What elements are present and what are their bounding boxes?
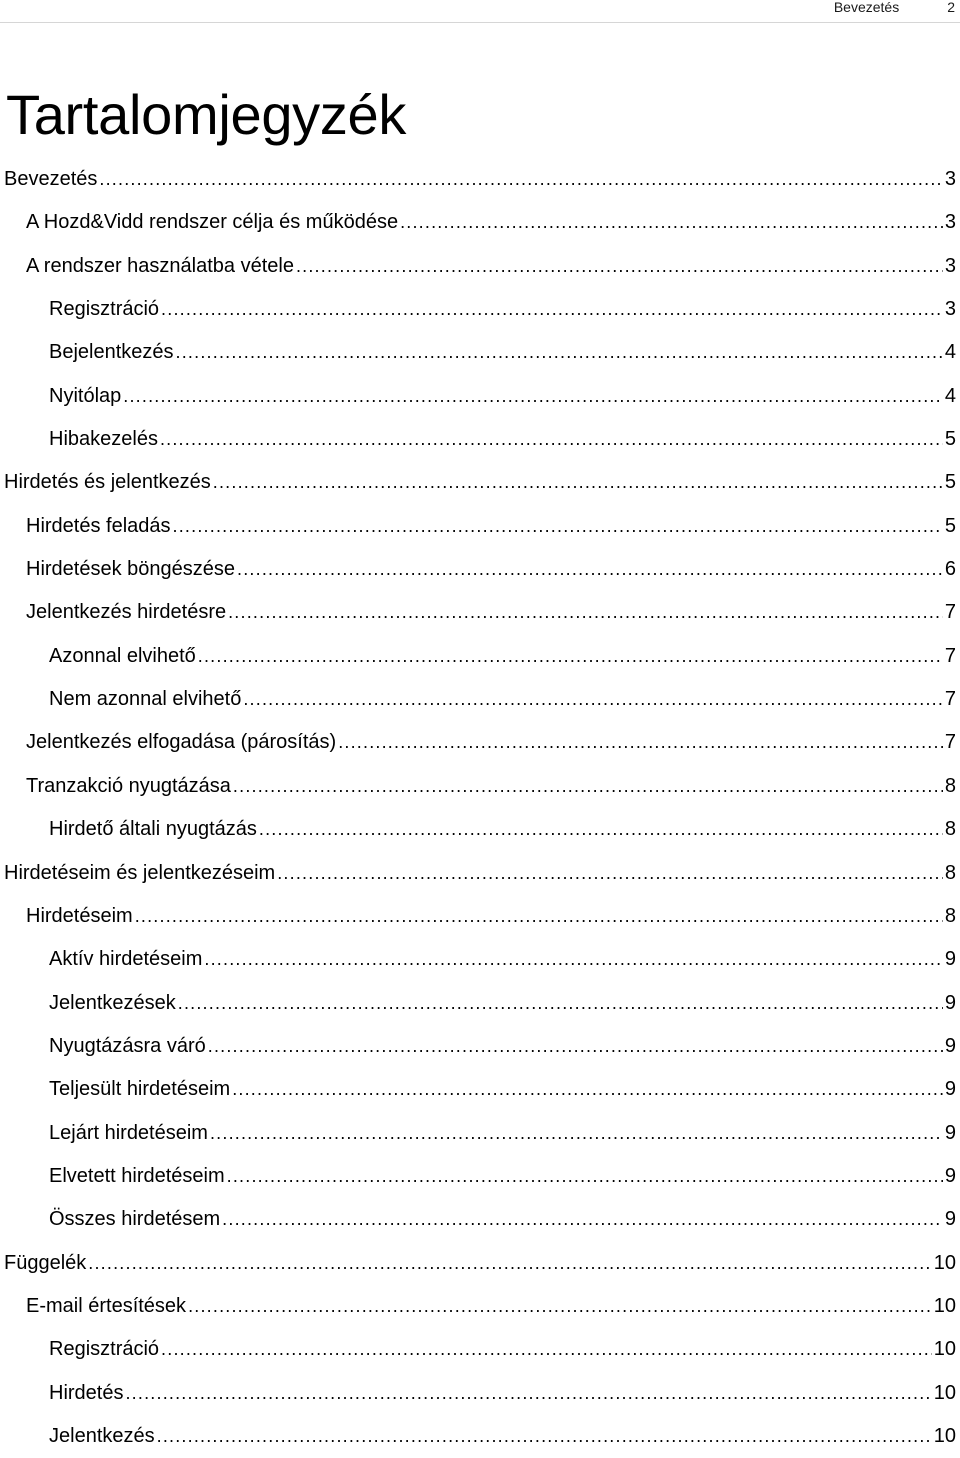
toc-entry-title[interactable]: Jelentkezés hirdetésre bbox=[26, 601, 227, 624]
toc-entry-title[interactable]: Tranzakció nyugtázása bbox=[26, 774, 231, 797]
toc-entry[interactable] bbox=[0, 895, 956, 938]
toc-dot-leader bbox=[161, 1328, 932, 1371]
toc-dot-leader bbox=[204, 938, 942, 981]
toc-dot-leader bbox=[338, 721, 943, 764]
toc-entry[interactable] bbox=[0, 721, 956, 764]
toc-dot-leader bbox=[88, 1242, 931, 1285]
toc-entry-page-number[interactable]: 9 bbox=[944, 1034, 956, 1057]
toc-entry[interactable] bbox=[0, 808, 956, 851]
toc-entry[interactable] bbox=[0, 418, 956, 461]
toc-dot-leader bbox=[123, 375, 943, 418]
toc-entry-title[interactable]: Bejelentkezés bbox=[49, 341, 174, 364]
toc-dot-leader bbox=[125, 1372, 931, 1415]
toc-entry[interactable] bbox=[0, 1242, 956, 1285]
toc-entry-page-number[interactable]: 3 bbox=[944, 254, 956, 277]
toc-entry-title[interactable]: Összes hirdetésem bbox=[49, 1208, 221, 1231]
toc-title: Tartalomjegyzék bbox=[6, 83, 407, 146]
toc-dot-leader bbox=[210, 1112, 943, 1155]
toc-entry-title[interactable]: Függelék bbox=[4, 1251, 87, 1274]
toc-entry[interactable] bbox=[0, 1155, 956, 1198]
toc-entry-title[interactable]: Jelentkezés elfogadása (párosítás) bbox=[26, 731, 337, 754]
toc-dot-leader bbox=[296, 245, 943, 288]
toc-entry-title[interactable]: Regisztráció bbox=[49, 1338, 160, 1361]
toc-dot-leader bbox=[178, 982, 943, 1025]
toc-entry[interactable] bbox=[0, 938, 956, 981]
toc-entry-page-number[interactable]: 10 bbox=[933, 1338, 956, 1361]
toc-entry[interactable] bbox=[0, 375, 956, 418]
toc-entry-title[interactable]: Hibakezelés bbox=[49, 428, 158, 451]
toc-entry-title[interactable]: Regisztráció bbox=[49, 298, 160, 321]
toc-entry[interactable] bbox=[0, 201, 956, 244]
toc-dot-leader bbox=[243, 678, 943, 721]
toc-entry-title[interactable]: Jelentkezés bbox=[49, 1424, 155, 1447]
toc-entry[interactable] bbox=[0, 1112, 956, 1155]
toc-dot-leader bbox=[228, 591, 943, 634]
toc-entry-page-number[interactable]: 4 bbox=[944, 384, 956, 407]
toc-dot-leader bbox=[227, 1155, 943, 1198]
toc-dot-leader bbox=[232, 1068, 943, 1111]
toc-dot-leader bbox=[161, 288, 943, 331]
toc-entry-title[interactable]: Aktív hirdetéseim bbox=[49, 948, 203, 971]
toc-entry-page-number[interactable]: 5 bbox=[944, 428, 956, 451]
toc-entry-title[interactable]: Nyitólap bbox=[49, 384, 122, 407]
toc-entry[interactable] bbox=[0, 288, 956, 331]
toc-entry[interactable] bbox=[0, 765, 956, 808]
toc-entry-title[interactable]: Hirdetés bbox=[49, 1381, 124, 1404]
toc-entry-title[interactable]: Elvetett hirdetéseim bbox=[49, 1164, 225, 1187]
toc-dot-leader bbox=[259, 808, 943, 851]
toc-entry-page-number[interactable]: 5 bbox=[944, 514, 956, 537]
toc-entry[interactable] bbox=[0, 331, 956, 374]
toc-entry-page-number[interactable]: 9 bbox=[944, 1121, 956, 1144]
toc-entry-page-number[interactable]: 4 bbox=[944, 341, 956, 364]
toc-entry[interactable] bbox=[0, 548, 956, 591]
toc-entry[interactable] bbox=[0, 1328, 956, 1371]
toc-entry[interactable] bbox=[0, 1372, 956, 1415]
toc-entry-title[interactable]: Hirdetéseim és jelentkezéseim bbox=[4, 861, 276, 884]
toc-entry-page-number[interactable]: 7 bbox=[944, 731, 956, 754]
toc-dot-leader bbox=[208, 1025, 943, 1068]
toc-entry[interactable] bbox=[0, 1415, 956, 1458]
toc-entry[interactable] bbox=[0, 635, 956, 678]
toc-dot-leader bbox=[176, 331, 943, 374]
toc-entry-page-number[interactable]: 8 bbox=[944, 774, 956, 797]
toc-entry-page-number[interactable]: 10 bbox=[933, 1381, 956, 1404]
toc-entry-title[interactable]: A rendszer használatba vétele bbox=[26, 254, 294, 277]
toc-entry-page-number[interactable]: 9 bbox=[944, 1164, 956, 1187]
toc-entry-page-number[interactable]: 3 bbox=[944, 211, 956, 234]
toc-entry-page-number[interactable]: 10 bbox=[933, 1424, 956, 1447]
table-of-contents bbox=[0, 158, 956, 1458]
toc-dot-leader bbox=[237, 548, 943, 591]
toc-entry[interactable] bbox=[0, 591, 956, 634]
toc-entry[interactable] bbox=[0, 1025, 956, 1068]
toc-dot-leader bbox=[135, 895, 943, 938]
toc-entry-page-number[interactable]: 8 bbox=[944, 818, 956, 841]
toc-entry-title[interactable]: Nem azonnal elvihető bbox=[49, 688, 242, 711]
toc-dot-leader bbox=[213, 461, 943, 504]
toc-entry-page-number[interactable]: 9 bbox=[944, 1208, 956, 1231]
toc-dot-leader bbox=[277, 852, 943, 895]
toc-entry-title[interactable]: Azonnal elvihető bbox=[49, 644, 196, 667]
toc-entry[interactable] bbox=[0, 1068, 956, 1111]
toc-entry-page-number[interactable]: 3 bbox=[944, 168, 956, 190]
toc-dot-leader bbox=[173, 505, 943, 548]
header-page-number: 2 bbox=[947, 0, 955, 15]
toc-entry-page-number[interactable]: 6 bbox=[944, 558, 956, 581]
toc-entry-page-number[interactable]: 9 bbox=[944, 948, 956, 971]
toc-entry-title[interactable]: Hirdetés feladás bbox=[26, 514, 171, 537]
toc-dot-leader bbox=[99, 158, 942, 201]
toc-entry-title[interactable]: Hirdetés és jelentkezés bbox=[4, 471, 211, 494]
toc-entry-page-number[interactable]: 7 bbox=[944, 644, 956, 667]
toc-entry-page-number[interactable]: 10 bbox=[933, 1294, 956, 1317]
toc-entry-title[interactable]: E-mail értesítések bbox=[26, 1294, 187, 1317]
toc-entry-title[interactable]: A Hozd&Vidd rendszer célja és működése bbox=[26, 211, 399, 234]
toc-dot-leader bbox=[400, 201, 943, 244]
toc-entry[interactable] bbox=[0, 1198, 956, 1241]
toc-dot-leader bbox=[160, 418, 943, 461]
toc-entry[interactable] bbox=[0, 505, 956, 548]
toc-entry-page-number[interactable]: 3 bbox=[944, 298, 956, 321]
toc-entry[interactable] bbox=[0, 982, 956, 1025]
toc-entry[interactable] bbox=[0, 1285, 956, 1328]
toc-entry-page-number[interactable]: 8 bbox=[944, 904, 956, 927]
toc-entry-page-number[interactable]: 7 bbox=[944, 601, 956, 624]
header-divider bbox=[0, 22, 960, 23]
toc-entry-page-number[interactable]: 9 bbox=[944, 991, 956, 1014]
toc-entry-title[interactable]: Bevezetés bbox=[4, 168, 98, 190]
toc-entry-title[interactable]: Hirdető általi nyugtázás bbox=[49, 818, 257, 841]
toc-entry[interactable] bbox=[0, 852, 956, 895]
toc-entry-title[interactable]: Lejárt hirdetéseim bbox=[49, 1121, 208, 1144]
toc-dot-leader bbox=[198, 635, 943, 678]
toc-entry-page-number[interactable]: 5 bbox=[944, 471, 956, 494]
toc-entry-page-number[interactable]: 7 bbox=[944, 688, 956, 711]
toc-entry[interactable] bbox=[0, 678, 956, 721]
toc-entry-page-number[interactable]: 9 bbox=[944, 1078, 956, 1101]
toc-entry-page-number[interactable]: 8 bbox=[944, 861, 956, 884]
toc-entry[interactable] bbox=[0, 461, 956, 504]
toc-entry[interactable] bbox=[0, 158, 956, 201]
toc-dot-leader bbox=[222, 1198, 943, 1241]
toc-entry-title[interactable]: Hirdetéseim bbox=[26, 904, 133, 927]
toc-entry-page-number[interactable]: 10 bbox=[933, 1251, 956, 1274]
toc-entry[interactable] bbox=[0, 245, 956, 288]
toc-entry-title[interactable]: Teljesült hirdetéseim bbox=[49, 1078, 231, 1101]
toc-dot-leader bbox=[188, 1285, 932, 1328]
header-section-title: Bevezetés bbox=[833, 0, 900, 15]
toc-entry-title[interactable]: Jelentkezések bbox=[49, 991, 176, 1014]
toc-entry-title[interactable]: Nyugtázásra váró bbox=[49, 1034, 206, 1057]
toc-entry-title[interactable]: Hirdetések böngészése bbox=[26, 558, 236, 581]
toc-dot-leader bbox=[157, 1415, 932, 1458]
toc-dot-leader bbox=[233, 765, 943, 808]
running-header bbox=[834, 0, 955, 22]
